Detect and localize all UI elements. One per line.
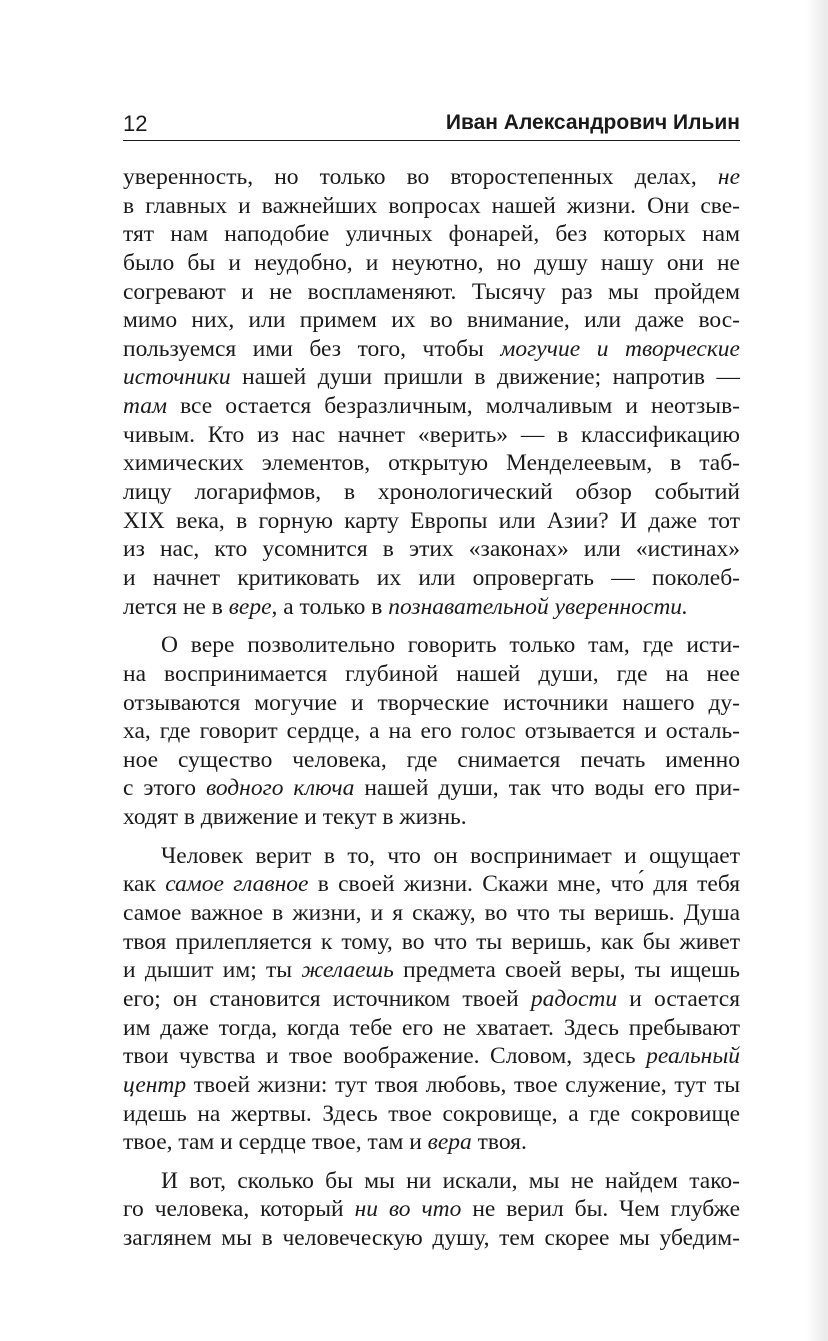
text-line — [123, 1071, 740, 1100]
text-line — [123, 335, 740, 364]
text-line — [123, 774, 740, 803]
text-line — [123, 192, 740, 221]
text-line — [123, 535, 740, 564]
text-span: было бы и неудобно, и неуютно, но душу нашу они не — [123, 249, 740, 276]
text-span: мимо них, или примем их во внимание, или даже вос- — [123, 307, 740, 334]
text-line — [123, 1167, 740, 1196]
text-span: химических элементов, открытую Менделеевым, в таб- — [123, 450, 740, 477]
text-span: отзываются могучие и творческие источники нашего ду- — [123, 689, 740, 716]
text-span: ха, где говорит сердце, а на его голос отзывается и осталь- — [123, 718, 740, 745]
text-span: ное существо человека, где снимается печать именно — [123, 746, 740, 773]
text-span: в главных и важнейших вопросах нашей жизни. Они све- — [123, 192, 740, 219]
text-span: твои чувства и твое воображение. Словом, здесь — [123, 1043, 647, 1070]
text-span: Человек верит в то, что он воспринимает и ощущает — [161, 842, 740, 869]
text-span: не верил бы. Чем глубже — [461, 1196, 741, 1223]
text-line — [123, 660, 740, 689]
italic-span: реальный — [646, 1043, 740, 1070]
text-span: предмета своей веры, ты ищешь — [393, 957, 740, 984]
text-line — [123, 985, 740, 1014]
text-line — [123, 278, 740, 307]
body-text — [123, 163, 740, 1253]
text-span: и начнет критиковать их или опровергать — поколеб- — [123, 564, 740, 591]
text-line — [123, 1100, 740, 1129]
text-span: И вот, сколько бы мы ни искали, мы не найдем тако- — [161, 1167, 740, 1194]
italic-span: познавательной уверенности. — [388, 593, 688, 620]
running-title: Иван Александрович Ильин — [445, 111, 740, 134]
text-span: его; он становится источником твоей — [123, 985, 531, 1012]
text-line — [123, 717, 740, 746]
italic-span: ни во что — [354, 1196, 462, 1223]
text-span: лицу логарифмов, в хронологический обзор событий — [123, 479, 740, 506]
text-line — [123, 1224, 740, 1253]
text-span: в своей жизни. Скажи мне, что́ для тебя — [308, 871, 740, 898]
text-span: нашей души, так что воды его при- — [354, 775, 741, 802]
text-span: с этого — [123, 775, 206, 802]
paragraph-gap — [123, 621, 740, 631]
italic-span: центр — [123, 1071, 187, 1098]
text-span: О вере позволительно говорить только там, где исти- — [161, 632, 740, 659]
text-span: пользуемся ими без того, чтобы — [123, 335, 501, 362]
italic-span: источники — [123, 364, 231, 391]
text-line — [123, 1195, 740, 1224]
page-number: 12 — [123, 111, 148, 136]
text-line — [123, 870, 740, 899]
text-span: уверенность, но только во второстепенных делах, — [123, 164, 718, 190]
italic-span: радости — [530, 985, 618, 1012]
italic-span: там — [123, 393, 168, 420]
text-span: идешь на жертвы. Здесь твое сокровище, а где сокровище — [123, 1100, 740, 1127]
text-line — [123, 689, 740, 718]
text-line — [123, 956, 740, 985]
text-line — [123, 564, 740, 593]
text-line — [123, 363, 740, 392]
paragraph-gap — [123, 1157, 740, 1167]
text-span: как — [123, 871, 166, 898]
text-line — [123, 306, 740, 335]
italic-span: не — [717, 164, 740, 190]
text-line — [123, 220, 740, 249]
text-span: чивым. Кто из нас начнет «верить» — в классификацию — [123, 421, 740, 448]
text-span: твоя прилепляется к тому, во что ты веришь, как бы живет — [123, 928, 740, 955]
text-span: самое важное в жизни, и я скажу, во что ты веришь. Душа — [123, 900, 740, 927]
text-line — [123, 928, 740, 957]
text-span: и дышит им; ты — [123, 957, 302, 984]
text-line — [123, 249, 740, 278]
text-line — [123, 507, 740, 536]
text-line — [123, 163, 740, 192]
text-span: лется не в — [123, 593, 229, 620]
italic-span: желаешь — [301, 957, 394, 984]
text-span: и остается — [617, 985, 740, 1012]
text-line — [123, 449, 740, 478]
running-header — [123, 108, 740, 141]
paragraph — [123, 842, 740, 1157]
text-span: твое, там и сердце твое, там и — [123, 1129, 428, 1156]
text-span: твоей жизни: тут твоя любовь, твое служение, тут ты — [186, 1071, 740, 1098]
italic-span: могучие и творческие — [500, 335, 740, 362]
text-line — [123, 842, 740, 871]
page-edge-shadow — [806, 0, 828, 1341]
text-span: им даже тогда, когда тебе его не хватает. Здесь пребывают — [123, 1014, 740, 1041]
paragraph — [123, 631, 740, 831]
paragraph — [123, 1167, 740, 1253]
text-span: XIX века, в горную карту Европы или Азии? И даже тот — [123, 507, 740, 534]
text-span: из нас, кто усомнится в этих «законах» или «истинах» — [123, 536, 740, 563]
text-line — [123, 631, 740, 660]
text-line — [123, 421, 740, 450]
italic-span: самое главное — [165, 871, 309, 898]
text-span: го человека, который — [123, 1196, 355, 1223]
text-span: а только в — [277, 593, 389, 620]
text-span: ходят в движение и текут в жизнь. — [123, 804, 467, 831]
text-line — [123, 478, 740, 507]
paragraph-gap — [123, 832, 740, 842]
text-line — [123, 392, 740, 421]
text-span: тят нам наподобие уличных фонарей, без которых нам — [123, 221, 740, 248]
italic-span: вере, — [228, 593, 278, 620]
text-span: на воспринимается глубиной нашей души, где на нее — [123, 660, 740, 687]
text-line — [123, 1014, 740, 1043]
text-line — [123, 746, 740, 775]
text-span: твоя. — [471, 1129, 527, 1156]
paragraph — [123, 163, 740, 621]
text-span: заглянем мы в человеческую душу, тем скорее мы убедим- — [123, 1225, 740, 1252]
italic-span: водного ключа — [205, 775, 355, 802]
text-line — [123, 803, 740, 832]
italic-span: вера — [427, 1129, 472, 1156]
text-span: все остается безразличным, молчаливым и неотзыв- — [167, 393, 740, 420]
text-line — [123, 593, 740, 622]
text-line — [123, 1128, 740, 1157]
text-line — [123, 1042, 740, 1071]
text-span: согревают и не воспламеняют. Тысячу раз мы пройдем — [123, 278, 740, 305]
text-line — [123, 899, 740, 928]
text-span: нашей души пришли в движение; напротив — — [230, 364, 740, 391]
